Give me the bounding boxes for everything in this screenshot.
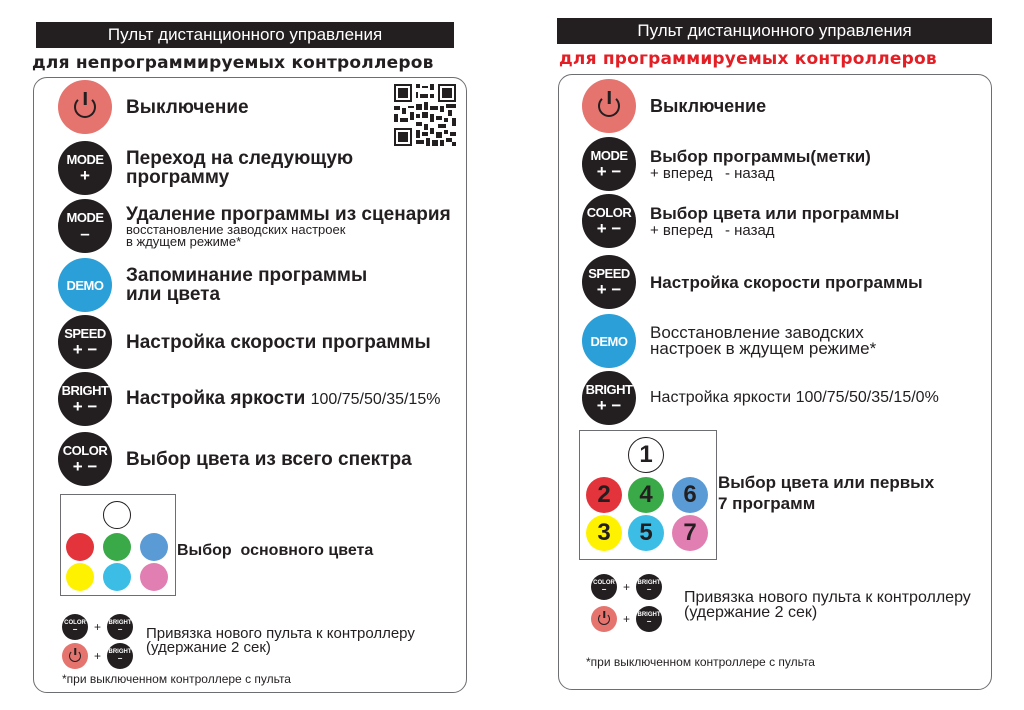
bright-button[interactable] — [58, 372, 112, 426]
right-swatch-label-line1: Выбор цвета или первых — [718, 473, 935, 492]
right-pair-bright-button[interactable] — [636, 574, 662, 600]
mode-plus-button-text: MODE — [66, 151, 104, 167]
left-mode-minus-note2: в ждущем режиме* — [126, 233, 242, 249]
right-pair-plus2: + — [623, 612, 631, 626]
right-pair-row2 — [591, 606, 662, 632]
bright-button-sign: + − — [72, 396, 98, 416]
right-pair-color-sign: − — [601, 585, 607, 594]
speed-button-sign: + − — [72, 339, 98, 359]
left-mode-minus-label: Удаление программы из сценария — [126, 203, 451, 225]
left-pair-bright-sign: − — [117, 625, 123, 634]
right-pair-bright-sign: − — [646, 585, 652, 594]
power-icon — [74, 96, 96, 118]
right-color-button-text: COLOR — [586, 204, 632, 220]
right-pair-color-text: COLOR — [593, 580, 615, 586]
left-row-mode-minus — [58, 199, 451, 253]
mode-minus-button-text: MODE — [66, 209, 104, 225]
power-button[interactable] — [58, 80, 112, 134]
left-bright-label: Настройка яркости — [126, 388, 306, 409]
right-pair-bright-sign-2: − — [646, 617, 652, 626]
left-row-bright — [58, 372, 440, 426]
right-pair-color-button[interactable] — [591, 574, 617, 600]
left-mode-minus-note1: восстановление заводских настроек — [126, 221, 346, 237]
left-pair-row1 — [62, 614, 133, 640]
number-button-4[interactable]: 4 — [628, 477, 664, 513]
left-pair-plus1: + — [94, 620, 102, 634]
left-pair-color-sign: − — [72, 625, 78, 634]
right-bright-button-text: BRIGHT — [585, 381, 633, 397]
mode-minus-button[interactable] — [58, 199, 112, 253]
mode-plus-button[interactable] — [58, 141, 112, 195]
left-pair-bright-text: BRIGHT — [108, 620, 132, 626]
right-row-mode — [582, 137, 871, 191]
left-footnote: *при выключенном контроллере с пульта — [62, 672, 291, 686]
right-speed-button-sign: + − — [596, 279, 622, 299]
right-power-label: Выключение — [650, 95, 767, 116]
right-bright-label: Настройка яркости 100/75/50/35/15/0% — [650, 389, 939, 406]
right-speed-label: Настройка скорости программы — [650, 272, 923, 292]
bright-button-text: BRIGHT — [61, 382, 109, 398]
right-swatch-box — [579, 430, 717, 560]
right-mode-label: Выбор программы(метки) — [650, 147, 871, 166]
left-row-demo — [58, 258, 367, 312]
right-bright-button-sign: + − — [596, 395, 622, 415]
right-demo-line2: настроек в ждущем режиме* — [650, 339, 877, 358]
right-row-demo — [582, 314, 876, 368]
color-button-sign: + − — [72, 456, 98, 476]
left-swatch-box — [60, 494, 176, 596]
right-pair-bright-text-2: BRIGHT — [637, 612, 661, 618]
left-power-label: Выключение — [126, 96, 249, 118]
left-demo-line2: или цвета — [126, 284, 221, 305]
left-pair-row2 — [62, 643, 133, 669]
right-pair-line1: Привязка нового пульта к контроллеру — [684, 589, 971, 606]
right-pair-plus1: + — [623, 580, 631, 594]
right-mode-sub: + вперед - назад — [650, 165, 775, 182]
left-header: Пульт дистанционного управления — [36, 22, 454, 48]
speed-button-text: SPEED — [64, 325, 106, 341]
left-pair-bright-sign-2: − — [117, 654, 123, 663]
swatch-pink[interactable] — [140, 563, 168, 591]
swatch-green[interactable] — [103, 533, 131, 561]
left-pair-bright-button-2[interactable] — [107, 643, 133, 669]
left-color-label: Выбор цвета из всего спектра — [126, 448, 412, 470]
right-color-label: Выбор цвета или программы — [650, 204, 900, 223]
right-footnote: *при выключенном контроллере с пульта — [586, 655, 815, 669]
left-mode-plus-line2: программу — [126, 167, 230, 188]
mode-plus-button-sign: + — [80, 165, 90, 185]
swatch-yellow[interactable] — [66, 563, 94, 591]
right-pair-row1 — [591, 574, 662, 600]
right-mode-button-sign: + − — [596, 161, 622, 181]
left-demo-line1: Запоминание программы — [126, 265, 368, 286]
left-row-mode-plus — [58, 141, 353, 195]
number-button-2[interactable]: 2 — [586, 477, 622, 513]
number-button-1[interactable]: 1 — [628, 437, 664, 473]
right-demo-line1: Восстановление заводских — [650, 323, 864, 342]
right-pair-power-button[interactable] — [591, 606, 617, 632]
left-pair-plus2: + — [94, 649, 102, 663]
left-pair-bright-text-2: BRIGHT — [108, 649, 132, 655]
power-icon — [598, 95, 620, 117]
right-demo-button[interactable] — [582, 314, 636, 368]
left-pair-bright-button[interactable] — [107, 614, 133, 640]
right-swatch-label-line2: 7 программ — [718, 494, 816, 513]
left-swatch-label: Выбор основного цвета — [177, 542, 374, 559]
left-pair-color-button[interactable] — [62, 614, 88, 640]
right-bright-button[interactable] — [582, 371, 636, 425]
right-speed-button[interactable] — [582, 255, 636, 309]
power-icon — [69, 650, 81, 662]
color-button-text: COLOR — [62, 442, 108, 458]
right-mode-button-text: MODE — [590, 147, 628, 163]
right-row-bright — [582, 371, 939, 425]
number-button-7[interactable]: 7 — [672, 515, 708, 551]
number-button-6[interactable]: 6 — [672, 477, 708, 513]
right-demo-button-text: DEMO — [590, 333, 628, 349]
swatch-blue[interactable] — [140, 533, 168, 561]
swatch-white[interactable] — [103, 501, 131, 529]
left-speed-label: Настройка скорости программы — [126, 331, 431, 353]
left-pair-line2: (удержание 2 сек) — [146, 639, 271, 656]
color-button[interactable] — [58, 432, 112, 486]
left-pair-line1: Привязка нового пульта к контроллеру — [146, 625, 415, 642]
right-pair-bright-button-2[interactable] — [636, 606, 662, 632]
right-subtitle: для программируемых контроллеров — [559, 49, 937, 69]
right-pair-bright-text: BRIGHT — [637, 580, 661, 586]
left-bright-values: 100/75/50/35/15% — [310, 391, 441, 408]
power-icon — [598, 613, 610, 625]
right-mode-button[interactable] — [582, 137, 636, 191]
mode-minus-button-sign: – — [80, 223, 90, 243]
right-speed-button-text: SPEED — [588, 265, 630, 281]
swatch-cyan[interactable] — [103, 563, 131, 591]
right-header: Пульт дистанционного управления — [557, 18, 992, 44]
right-power-button[interactable] — [582, 79, 636, 133]
right-color-sub: + вперед - назад — [650, 222, 775, 239]
left-subtitle: для непрограммируемых контроллеров — [32, 53, 434, 73]
right-row-speed — [582, 255, 923, 309]
swatch-red[interactable] — [66, 533, 94, 561]
left-mode-plus-line1: Переход на следующую — [126, 148, 354, 169]
left-pair-power-button[interactable] — [62, 643, 88, 669]
demo-button-text: DEMO — [66, 277, 104, 293]
qr-code — [392, 82, 458, 148]
number-button-3[interactable]: 3 — [586, 515, 622, 551]
right-pair-line2: (удержание 2 сек) — [684, 604, 818, 621]
left-row-speed — [58, 315, 431, 369]
right-color-button-sign: + − — [596, 218, 622, 238]
left-row-color — [58, 432, 412, 486]
demo-button[interactable] — [58, 258, 112, 312]
number-button-5[interactable]: 5 — [628, 515, 664, 551]
left-row-power — [58, 80, 249, 134]
right-row-power — [582, 79, 766, 133]
right-row-color — [582, 194, 899, 248]
left-pair-color-text: COLOR — [64, 620, 86, 626]
speed-button[interactable] — [58, 315, 112, 369]
right-color-button[interactable] — [582, 194, 636, 248]
